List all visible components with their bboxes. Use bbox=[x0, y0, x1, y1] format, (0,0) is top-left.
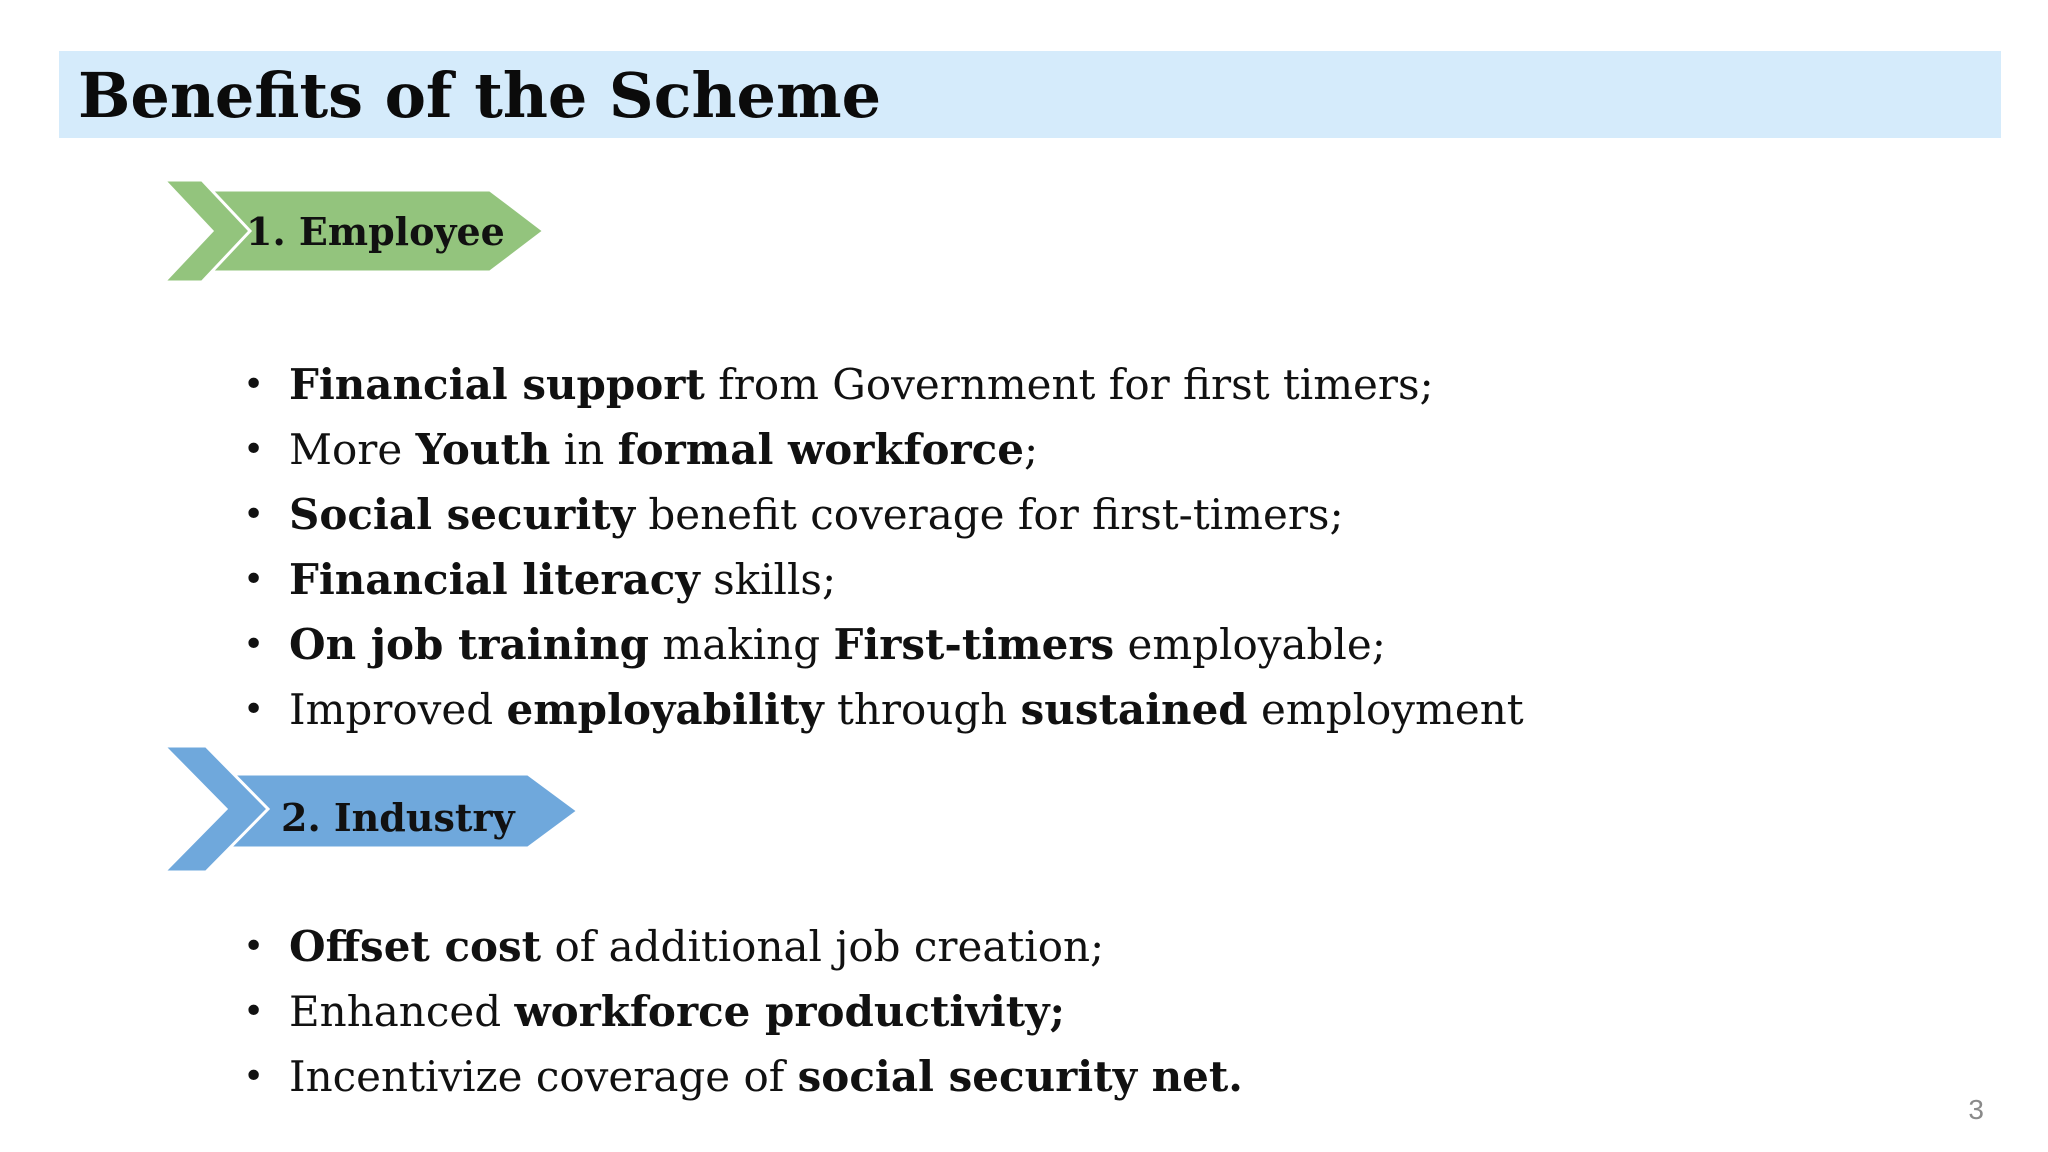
bullet-text bbox=[289, 547, 836, 612]
text-run: through bbox=[823, 685, 1021, 734]
employee-play-icon bbox=[168, 212, 182, 250]
text-run: from Government for first timers; bbox=[704, 360, 1434, 409]
bullet-text bbox=[289, 1044, 1243, 1109]
text-run: Incentivize coverage of bbox=[289, 1052, 798, 1101]
industry-play-icon bbox=[176, 788, 196, 830]
text-run: More bbox=[289, 425, 416, 474]
bullet-icon: • bbox=[243, 1056, 265, 1097]
bold-phrase: formal workforce bbox=[617, 425, 1024, 474]
bullet-text bbox=[289, 352, 1434, 417]
section-label-industry: 2. Industry bbox=[281, 795, 515, 840]
bold-phrase: Offset cost bbox=[289, 922, 542, 971]
bold-phrase: sustained bbox=[1020, 685, 1248, 734]
bullet-text bbox=[289, 979, 1065, 1044]
text-run: employment bbox=[1247, 685, 1524, 734]
bullet-text bbox=[289, 482, 1344, 547]
bold-phrase: employability bbox=[506, 685, 824, 734]
page-number: 3 bbox=[1968, 1094, 1984, 1125]
bullet-icon: • bbox=[243, 926, 265, 967]
bold-phrase: First-timers bbox=[833, 620, 1115, 669]
slide-title: Benefits of the Scheme bbox=[78, 59, 882, 132]
text-run: skills; bbox=[699, 555, 837, 604]
bullet-icon: • bbox=[243, 991, 265, 1032]
text-run: making bbox=[649, 620, 834, 669]
bullet-text bbox=[289, 612, 1386, 677]
bullet-icon: • bbox=[243, 559, 265, 600]
bold-phrase: social security net. bbox=[797, 1052, 1243, 1101]
bold-phrase: On job training bbox=[289, 620, 650, 669]
text-run: of additional job creation; bbox=[541, 922, 1105, 971]
bullet-icon: • bbox=[243, 494, 265, 535]
bullet-icon: • bbox=[243, 364, 265, 405]
text-run: benefit coverage for first-timers; bbox=[635, 490, 1344, 539]
text-run: ; bbox=[1023, 425, 1039, 474]
bold-phrase: Financial support bbox=[289, 360, 705, 409]
bullet-icon: • bbox=[243, 429, 265, 470]
bold-phrase: workforce productivity; bbox=[514, 987, 1066, 1036]
bullet-icon: • bbox=[243, 624, 265, 665]
bold-phrase: Financial literacy bbox=[289, 555, 700, 604]
text-run: employable; bbox=[1114, 620, 1386, 669]
bullet-text bbox=[289, 914, 1104, 979]
bullet-icon: • bbox=[243, 689, 265, 730]
bold-phrase: Youth bbox=[415, 425, 551, 474]
text-run: Improved bbox=[289, 685, 507, 734]
bullet-text bbox=[289, 677, 1524, 742]
section-label-employee: 1. Employee bbox=[246, 209, 505, 254]
text-run: Enhanced bbox=[289, 987, 515, 1036]
text-run: in bbox=[550, 425, 618, 474]
bullet-text bbox=[289, 417, 1038, 482]
bold-phrase: Social security bbox=[289, 490, 636, 539]
